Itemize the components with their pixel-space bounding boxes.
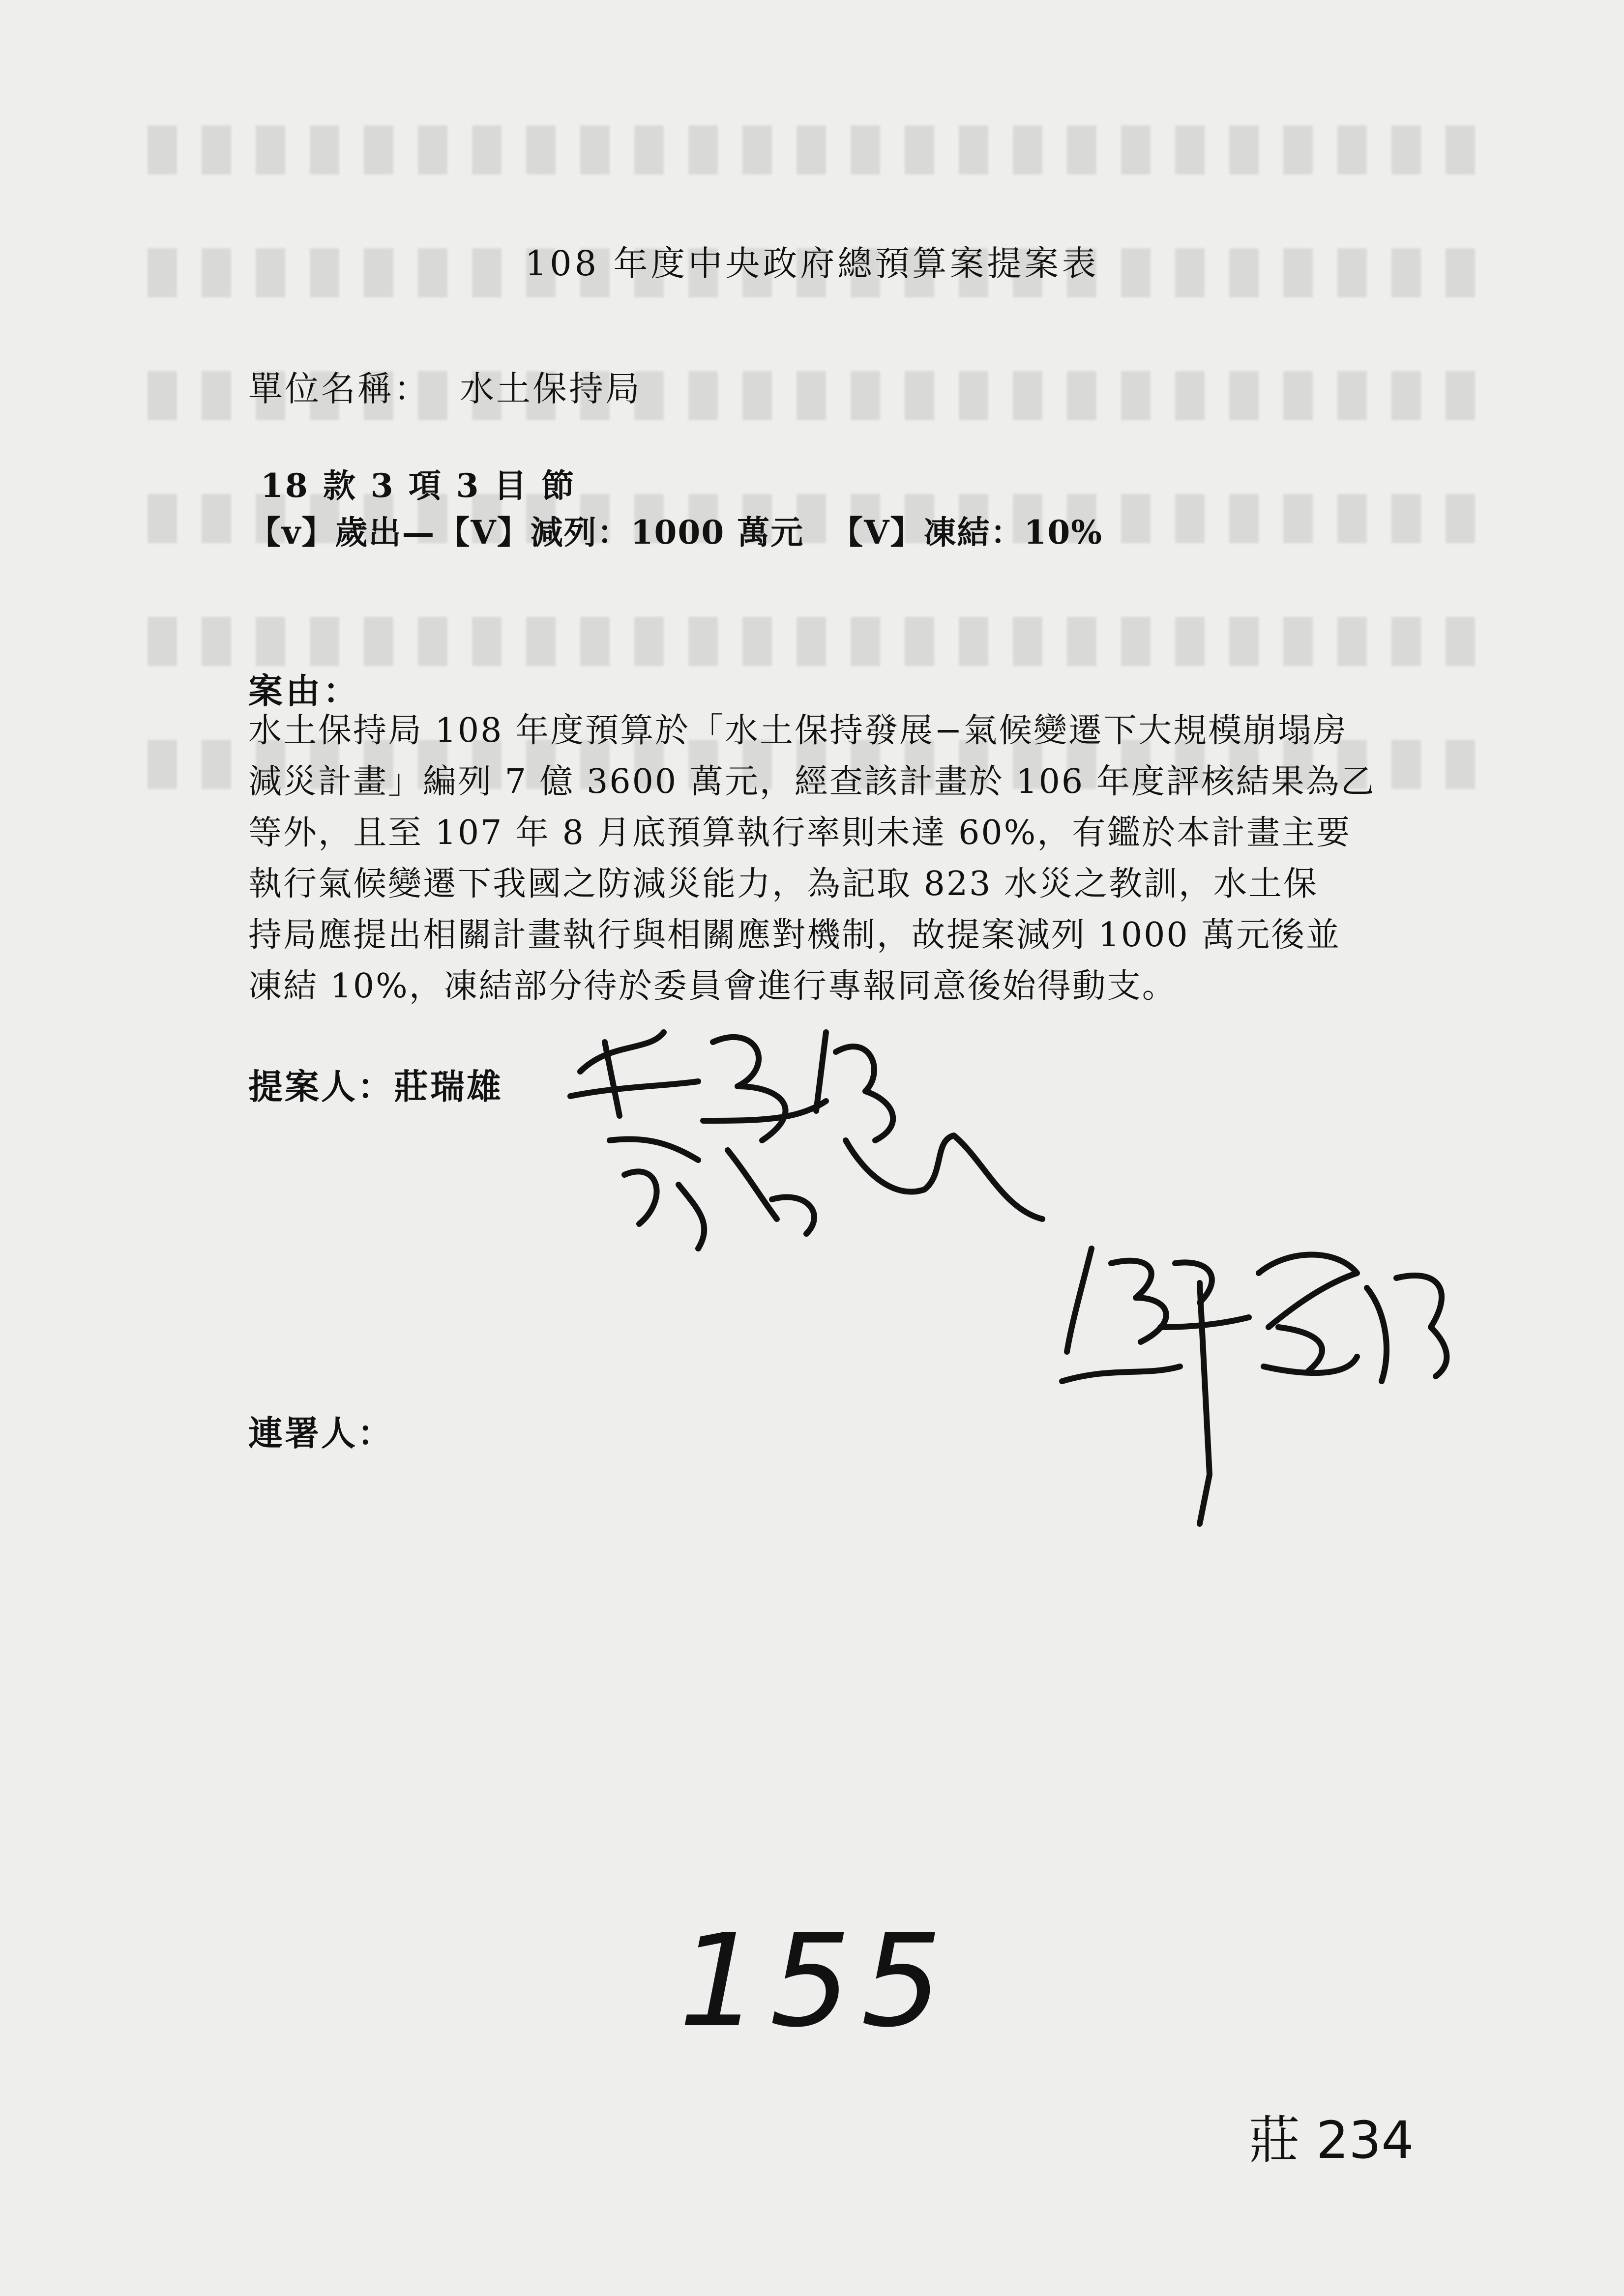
reason-label: 案由：	[248, 670, 360, 711]
reason-line: 執行氣候變遷下我國之防減災能力，為記取 823 水災之教訓，水土保	[248, 865, 1319, 903]
cosigner-label: 連署人：	[248, 1413, 394, 1453]
budget-reference: 18 款 3 項 3 目 節	[261, 466, 576, 505]
cosigner-row	[248, 1406, 394, 1455]
unit-label: 單位名稱：	[248, 369, 430, 409]
reason-line: 水土保持局 108 年度預算於「水土保持發展−氣候變遷下大規模崩塌房	[248, 711, 1348, 750]
reason-line: 凍結 10%，凍結部分待於委員會進行專報同意後始得動支。	[248, 967, 1177, 1006]
budget-actions	[248, 506, 1105, 553]
reason-line: 持局應提出相關計畫執行與相關應對機制，故提案減列 1000 萬元後並	[248, 916, 1341, 955]
reason-line: 等外，且至 107 年 8 月底預算執行率則未達 60%，有鑑於本計畫主要	[248, 814, 1352, 852]
reason-body	[248, 705, 1394, 1012]
proposer-row	[248, 1059, 503, 1109]
handwritten-page-number: 155	[679, 1907, 952, 2056]
check-cut: 【V】減列：1000 萬元	[437, 513, 804, 552]
proposer-label: 提案人：	[248, 1066, 394, 1107]
unit-value: 水土保持局	[460, 369, 642, 409]
handwritten-signature	[1052, 1219, 1465, 1553]
check-expenditure: 【v】歲出—	[248, 513, 436, 552]
check-freeze: 【V】凍結：10%	[830, 513, 1103, 552]
unit-row	[248, 361, 642, 411]
document-code: 莊 234	[1249, 2110, 1414, 2170]
proposer-name: 莊瑞雄	[394, 1066, 503, 1107]
document-title: 108 年度中央政府總預算案提案表	[525, 243, 1099, 284]
handwritten-signature	[551, 1013, 1067, 1288]
reason-line: 減災計畫」編列 7 億 3600 萬元，經查該計畫於 106 年度評核結果為乙	[248, 762, 1376, 801]
